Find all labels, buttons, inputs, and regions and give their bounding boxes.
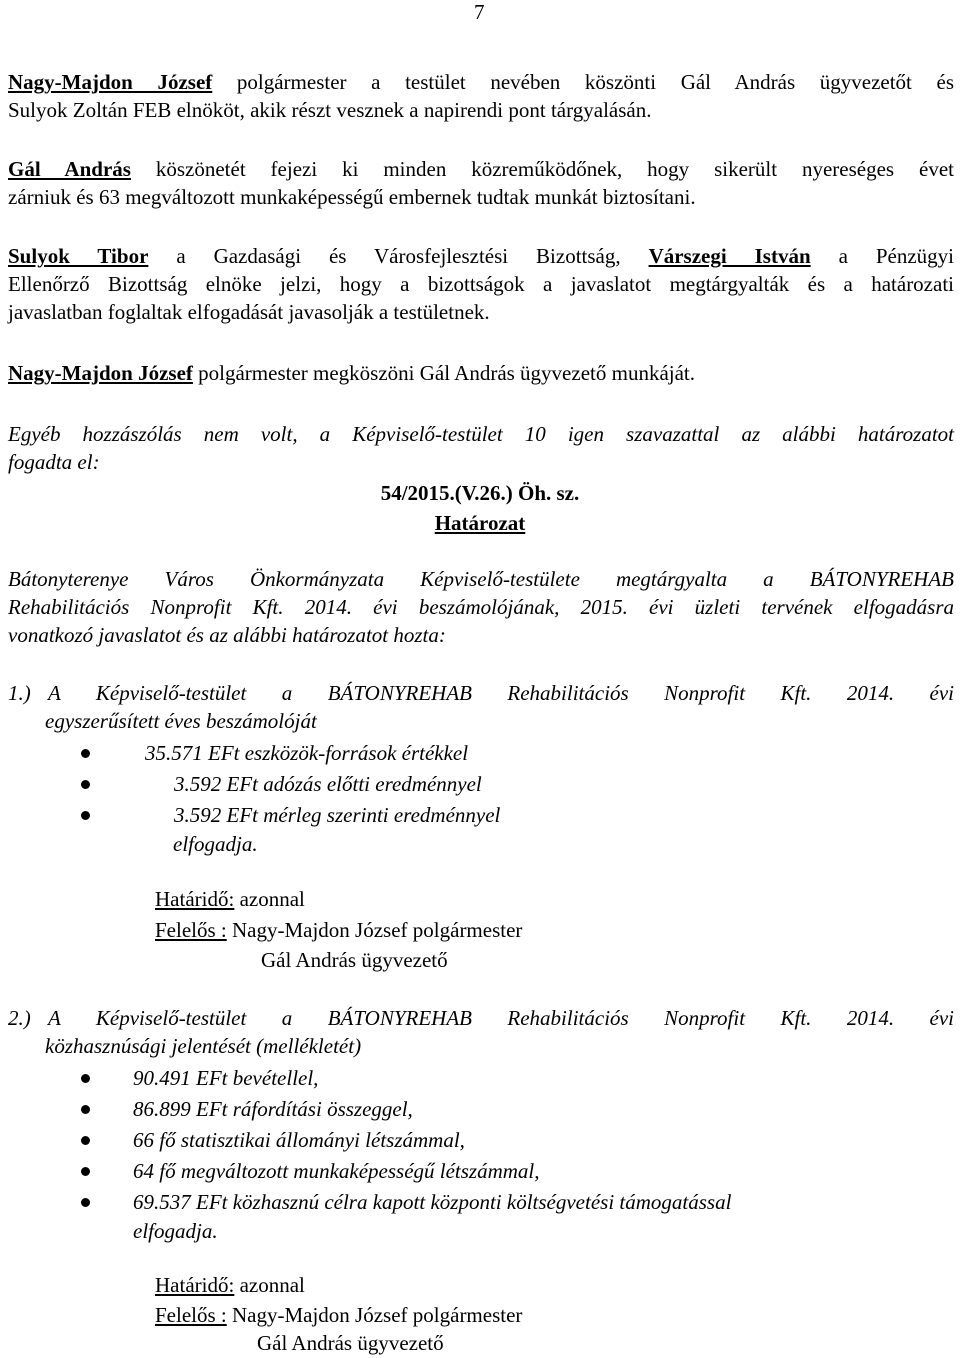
list-item [81,1126,951,1157]
item2-responsible-2: Gál András ügyvezető [257,1331,444,1355]
vote-line-2: fogadta el: [8,450,100,474]
bullet-icon [81,1167,90,1176]
resolution-intro [8,565,954,649]
item2-line-2: közhasznúsági jelentését (mellékletét) [45,1034,362,1058]
item1-text: A Képviselő-testület a BÁTONYREHAB Rehabilitációs Nonprofit Kft. 2014. évi [48,681,954,705]
bullet-icon [81,811,90,820]
item1-label: 1.) [8,681,31,705]
paragraph-vote [8,420,954,476]
item2-accept: elfogadja. [133,1219,218,1243]
responsible-value: Nagy-Majdon József polgármester [226,918,523,942]
item1-line-1 [8,679,954,707]
list-item [81,1095,951,1126]
list-item-text: 90.491 EFt bevétellel, [133,1066,319,1090]
item1-bullet-list [81,739,681,832]
responsible-label: Felelős : [155,918,227,942]
responsible-label: Felelős : [155,1303,227,1327]
item2-deadline [155,1271,305,1299]
ack-text: polgármester megköszöni Gál András ügyvezető munkáját. [192,361,696,385]
greeting-line-2: Sulyok Zoltán FEB elnököt, akik részt vesznek a napirendi pont tárgyalásán. [8,98,652,122]
committees-text-end: a Pénzügyi [810,244,954,268]
resolution-title: Határozat [434,511,526,535]
resolution-title-wrap [0,509,960,537]
thanks-line-1 [8,155,954,183]
item1-deadline [155,885,305,913]
list-item-text: 86.899 EFt ráfordítási összeggel, [133,1097,413,1121]
list-item [81,1188,951,1219]
list-item-text: 35.571 EFt eszközök-források értékkel [145,741,469,765]
item1-line-2: egyszerűsített éves beszámolóját [45,709,317,733]
resolution-item-2 [8,1004,954,1060]
item1-responsible [155,916,522,944]
responsible-value: Nagy-Majdon József polgármester [226,1303,523,1327]
item2-text: A Képviselő-testület a BÁTONYREHAB Rehabilitációs Nonprofit Kft. 2014. évi [48,1006,954,1030]
vote-line-1: Egyéb hozzászólás nem volt, a Képviselő-testület 10 igen szavazattal az alábbi határozatot [8,422,954,446]
list-item-text: 3.592 EFt mérleg szerinti eredménnyel [174,803,501,827]
page-number: 7 [474,0,485,24]
bullet-icon [81,780,90,789]
speaker-name: Gál András [8,157,131,181]
bullet-icon [81,749,90,758]
bullet-icon [81,1136,90,1145]
intro-line-2: Rehabilitációs Nonprofit Kft. 2014. évi beszámolójának, 2015. évi üzleti tervének elfogadásra [8,595,954,619]
deadline-label: Határidő: [155,887,235,911]
list-item [81,739,681,770]
committees-text: a Gazdasági és Városfejlesztési Bizottság, [148,244,649,268]
resolution-number: 54/2015.(V.26.) Öh. sz. [380,481,580,505]
committees-line-3: javaslatban foglaltak elfogadását javasolják a testületnek. [8,300,490,324]
intro-line-3: vonatkozó javaslatot és az alábbi határozatot hozta: [8,623,446,647]
item1-responsible-2: Gál András ügyvezető [261,948,448,972]
paragraph-greeting [8,68,954,124]
paragraph-acknowledgement [8,359,954,387]
resolution-item-1 [8,679,954,735]
list-item-text: 66 fő statisztikai állományi létszámmal, [133,1128,465,1152]
committees-line-1 [8,242,954,270]
list-item [81,801,681,832]
list-item-text: 64 fő megváltozott munkaképességű létszámmal, [133,1159,540,1183]
item2-line-1 [8,1004,954,1032]
list-item [81,1064,951,1095]
greeting-line-1 [8,68,954,96]
bullet-icon [81,1105,90,1114]
committees-line-2: Ellenőrző Bizottság elnöke jelzi, hogy a bizottságok a javaslatot megtárgyalták és a határozati [8,272,954,296]
item1-accept: elfogadja. [173,832,258,856]
bullet-icon [81,1198,90,1207]
list-item-text: 69.537 EFt közhasznú célra kapott központi költségvetési támogatással [133,1190,732,1214]
list-item-text: 3.592 EFt adózás előtti eredménnyel [174,772,482,796]
speaker-name: Nagy-Majdon József [8,70,213,94]
intro-line-1: Bátonyterenye Város Önkormányzata Képviselő-testülete megtárgyalta a BÁTONYREHAB [8,567,954,591]
bullet-icon [81,1074,90,1083]
speaker-name: Nagy-Majdon József [8,361,193,385]
deadline-value: azonnal [234,1273,305,1297]
paragraph-committees [8,242,954,326]
ack-line [8,359,954,387]
item2-label: 2.) [8,1006,31,1030]
thanks-line-2: zárniuk és 63 megváltozott munkaképességű embernek tudtak munkát biztosítani. [8,185,696,209]
greeting-text: polgármester a testület nevében köszönti Gál András ügyvezetőt és [212,70,954,94]
item2-responsible [155,1301,522,1329]
speaker-name-1: Sulyok Tibor [8,244,149,268]
paragraph-thanks [8,155,954,211]
speaker-name-2: Várszegi István [648,244,811,268]
deadline-value: azonnal [234,887,305,911]
list-item [81,1157,951,1188]
deadline-label: Határidő: [155,1273,235,1297]
thanks-text: köszönetét fejezi ki minden közreműködőnek, hogy sikerült nyereséges évet [130,157,954,181]
list-item [81,770,681,801]
item2-bullet-list [81,1064,951,1219]
